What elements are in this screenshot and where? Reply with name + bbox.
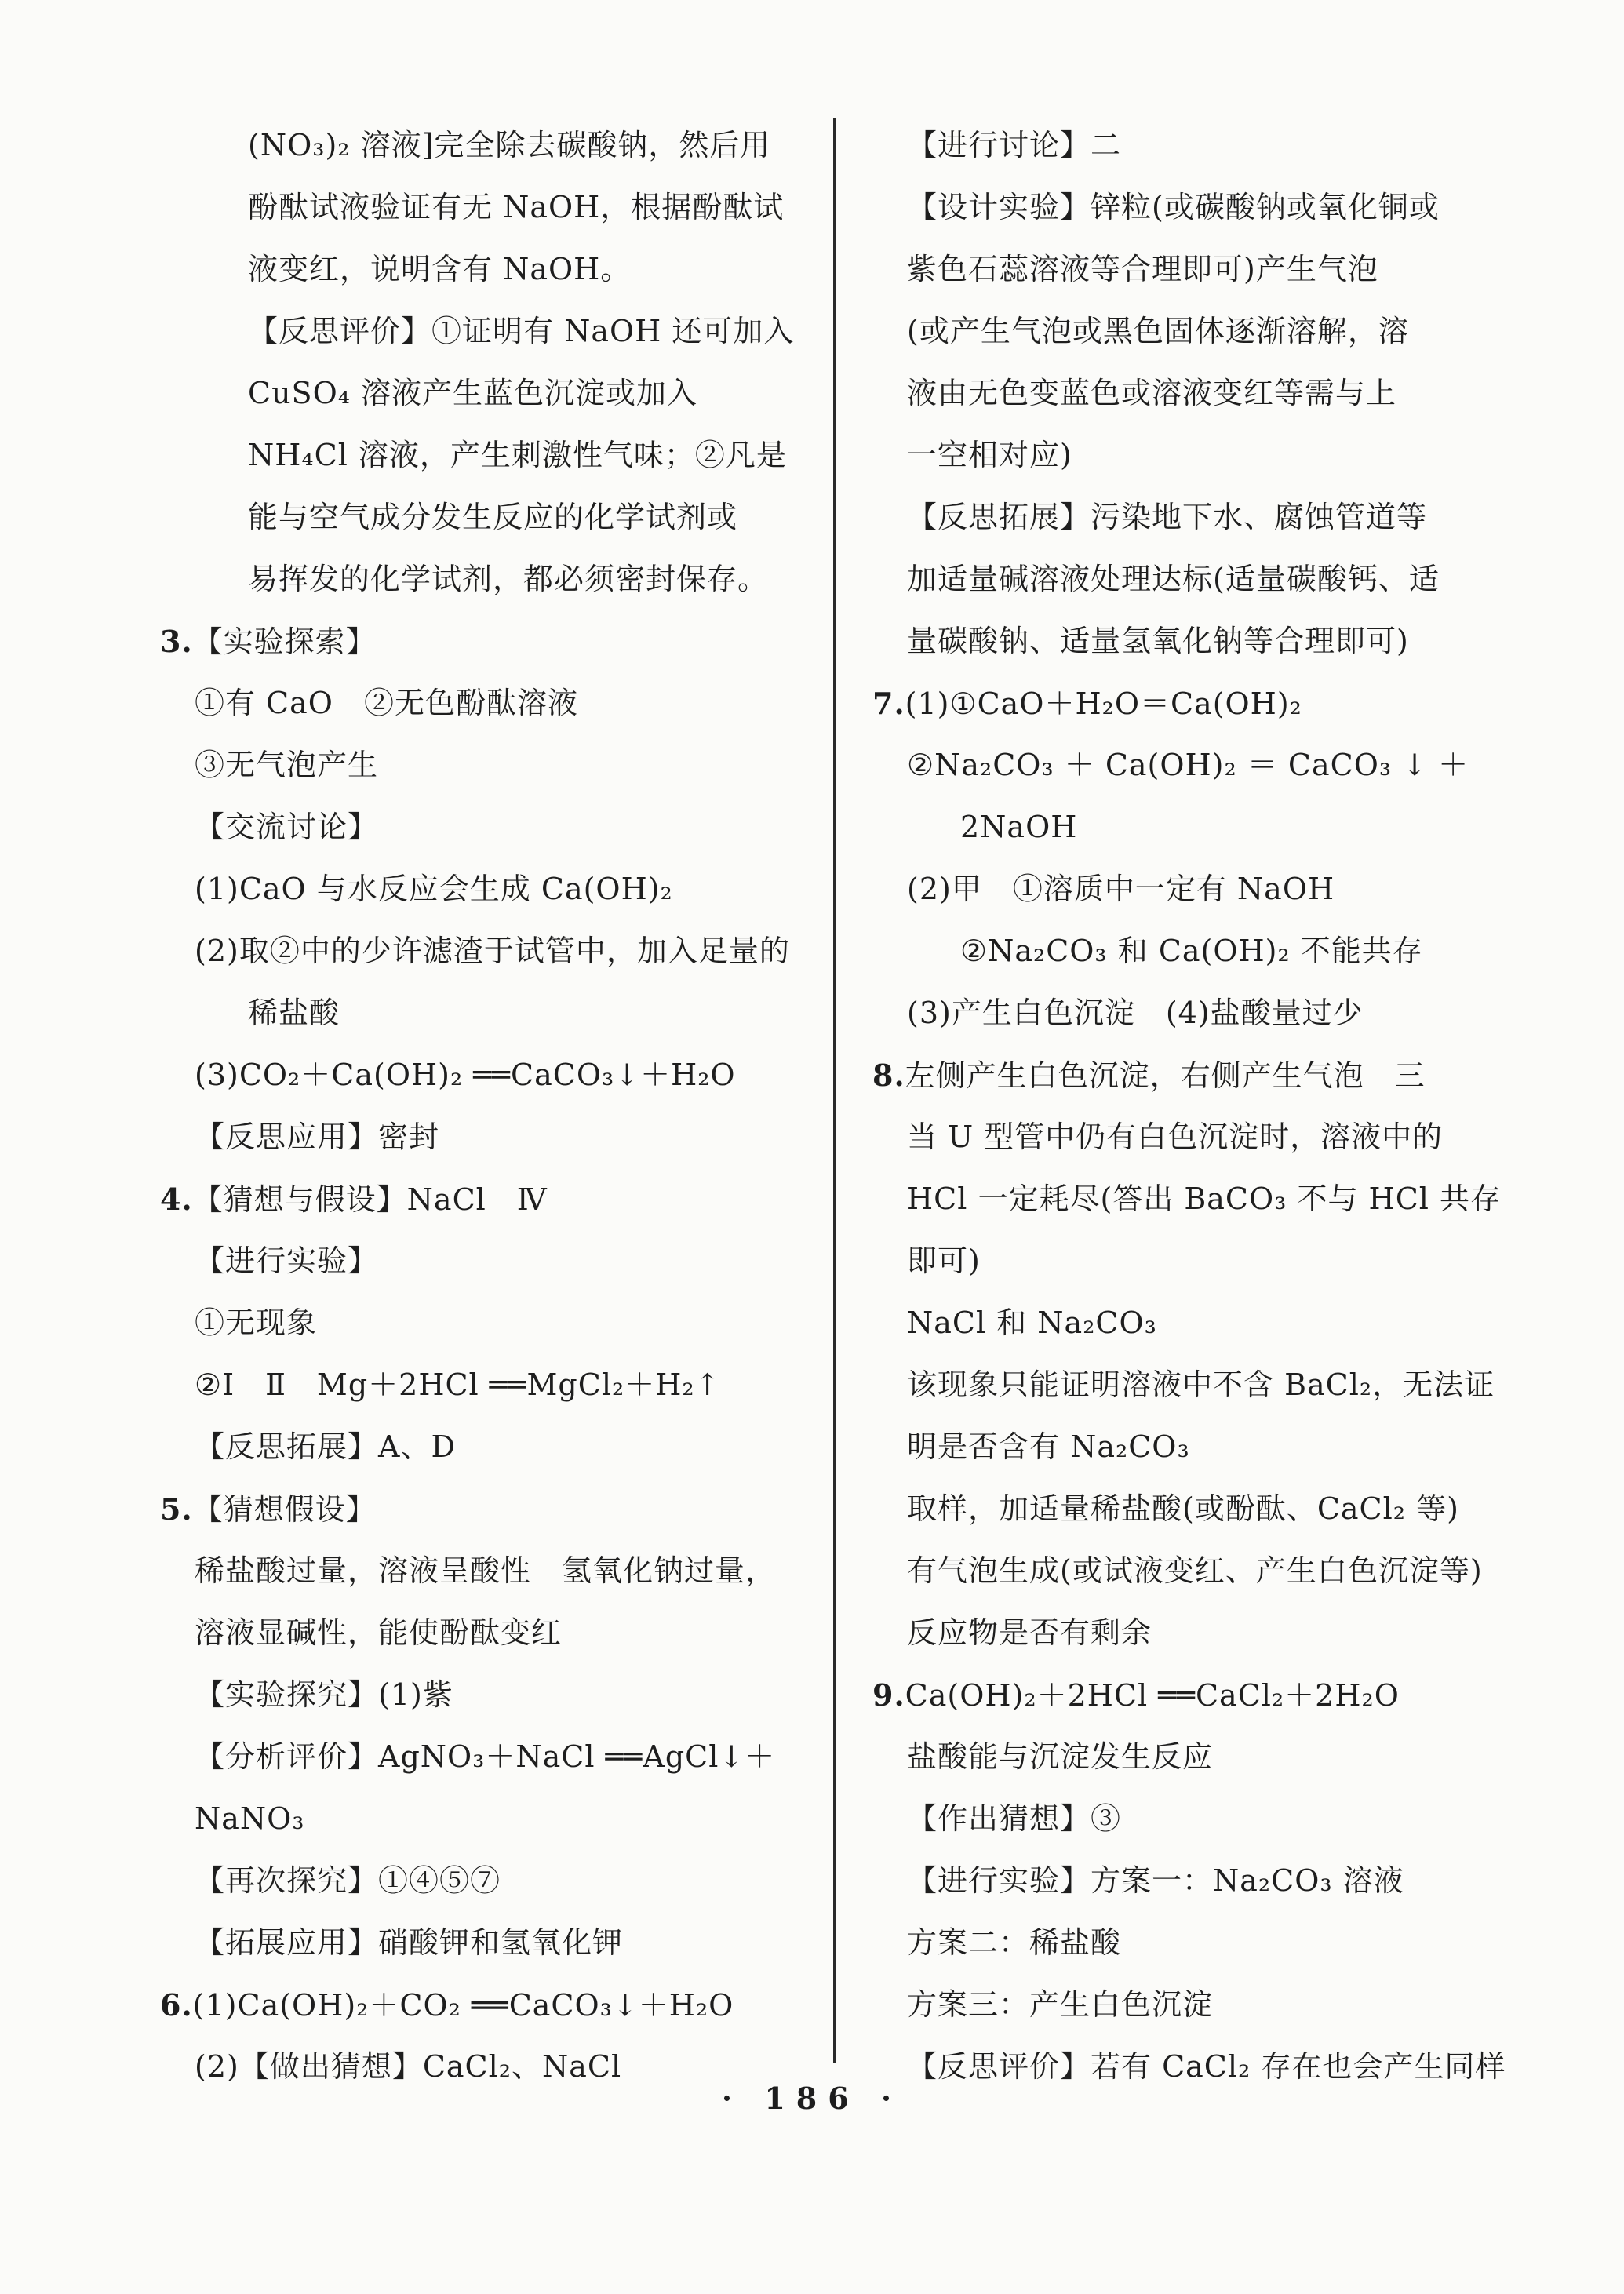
- page-number: · 186 ·: [721, 2081, 903, 2116]
- answer-line: [160, 1540, 835, 1602]
- answer-line: [872, 424, 1492, 486]
- answer-line: [160, 115, 835, 177]
- answer-line: [160, 1664, 835, 1726]
- answer-text: (NO₃)₂ 溶液]完全除去碳酸钠，然后用: [248, 128, 771, 162]
- answer-text: (1)CaO 与水反应会生成 Ca(OH)₂: [195, 872, 673, 906]
- answer-text: 【反思评价】若有 CaCl₂ 存在也会产生同样: [907, 2049, 1506, 2084]
- answer-text: (1)Ca(OH)₂＋CO₂ ══CaCO₃↓＋H₂O: [192, 1988, 734, 2023]
- answer-line: [872, 486, 1492, 548]
- answer-text: 【作出猜想】③: [907, 1801, 1122, 1836]
- answer-text: 【分析评价】AgNO₃＋NaCl ══AgCl↓＋: [195, 1739, 776, 1774]
- answer-line: [872, 548, 1492, 610]
- answer-line: [160, 796, 835, 858]
- answer-text: 即可): [907, 1243, 981, 1278]
- answer-text: (1)①CaO＋H₂O＝Ca(OH)₂: [905, 686, 1302, 721]
- answer-text: 明是否含有 Na₂CO₃: [907, 1429, 1190, 1464]
- answer-line: [160, 1726, 835, 1788]
- answer-line: [872, 796, 1492, 858]
- answer-text: 方案二：稀盐酸: [907, 1925, 1122, 1960]
- answer-text: ②Na₂CO₃ ＋ Ca(OH)₂ ＝ CaCO₃ ↓ ＋: [907, 748, 1469, 782]
- answer-text: 【再次探究】①④⑤⑦: [195, 1863, 501, 1898]
- answer-line: [160, 672, 835, 734]
- answer-text: 酚酞试液验证有无 NaOH，根据酚酞试: [248, 190, 785, 224]
- answer-line: [160, 486, 835, 548]
- answer-text: ②Ⅰ Ⅱ Mg＋2HCl ══MgCl₂＋H₂↑: [195, 1367, 721, 1402]
- answer-line: [160, 239, 835, 300]
- answer-text: 【设计实验】锌粒(或碳酸钠或氧化铜或: [907, 190, 1440, 224]
- answer-text: 【进行讨论】二: [907, 128, 1122, 162]
- answer-text: 2NaOH: [960, 810, 1078, 844]
- answer-line: [160, 1602, 835, 1664]
- answer-text: 易挥发的化学试剂，都必须密封保存。: [248, 562, 769, 596]
- answer-text: NaNO₃: [195, 1801, 305, 1836]
- answer-text: (3)CO₂＋Ca(OH)₂ ══CaCO₃↓＋H₂O: [195, 1058, 736, 1092]
- answer-text: 反应物是否有剩余: [907, 1615, 1152, 1650]
- answer-line: [160, 734, 835, 796]
- answer-line: [160, 1912, 835, 1974]
- answer-text: 【反思拓展】污染地下水、腐蚀管道等: [907, 500, 1428, 534]
- answer-line: [872, 1044, 1492, 1106]
- answer-line: [160, 1168, 835, 1230]
- answer-line: [160, 1354, 835, 1416]
- question-number: 4.: [160, 1182, 193, 1217]
- answer-line: [872, 1354, 1495, 1416]
- answer-line: [872, 1168, 1501, 1230]
- answer-line: [160, 300, 835, 362]
- answer-line: [872, 1602, 1492, 1664]
- answer-text: 【猜想假设】: [192, 1492, 377, 1527]
- answer-text: 该现象只能证明溶液中不含 BaCl₂，无法证: [907, 1367, 1495, 1402]
- answer-line: [160, 982, 835, 1044]
- answer-text: 量碳酸钠、适量氢氧化钠等合理即可): [907, 624, 1409, 658]
- answer-line: [872, 1106, 1492, 1168]
- answer-line: [160, 1044, 835, 1106]
- answer-text: 【反思评价】①证明有 NaOH 还可加入: [248, 314, 795, 348]
- answer-line: [160, 362, 835, 424]
- answer-line: [872, 239, 1492, 300]
- answer-text: 【反思应用】密封: [195, 1120, 440, 1154]
- answer-line: [872, 115, 1492, 177]
- answer-line: [872, 672, 1492, 734]
- answer-line: [872, 920, 1492, 982]
- answer-line: [160, 1478, 835, 1540]
- answer-text: 取样，加适量稀盐酸(或酚酞、CaCl₂ 等): [907, 1491, 1459, 1526]
- answer-line: [872, 1664, 1492, 1726]
- answer-text: ①有 CaO ②无色酚酞溶液: [195, 686, 578, 720]
- answer-line: [160, 1230, 835, 1292]
- answer-line: [872, 177, 1492, 239]
- answer-line: [872, 1478, 1492, 1540]
- answer-text: 稀盐酸过量，溶液呈酸性 氢氧化钠过量，: [195, 1553, 777, 1588]
- question-number: 5.: [160, 1491, 193, 1527]
- answer-text: (2)取②中的少许滤渣于试管中，加入足量的: [195, 934, 790, 968]
- left-column: [160, 115, 835, 2098]
- answer-text: ①无现象: [195, 1305, 318, 1340]
- answer-text: (2)甲 ①溶质中一定有 NaOH: [907, 872, 1335, 906]
- answer-line: [872, 982, 1492, 1044]
- answer-text: 【实验探索】: [192, 624, 377, 659]
- answer-line: [160, 1416, 835, 1478]
- answer-text: 液由无色变蓝色或溶液变红等需与上: [907, 376, 1397, 410]
- answer-line: [872, 858, 1492, 920]
- answer-text: 液变红，说明含有 NaOH。: [248, 252, 632, 286]
- answer-line: [872, 1726, 1492, 1788]
- right-column: [872, 115, 1506, 2098]
- answer-line: [872, 1230, 1492, 1292]
- answer-text: (或产生气泡或黑色固体逐渐溶解，溶: [907, 314, 1409, 348]
- answer-text: 方案三：产生白色沉淀: [907, 1987, 1214, 2022]
- answer-line: [872, 362, 1492, 424]
- answer-text: 能与空气成分发生反应的化学试剂或: [248, 500, 738, 534]
- answer-text: 【拓展应用】硝酸钾和氢氧化钾: [195, 1925, 624, 1960]
- answer-line: [872, 1974, 1492, 2036]
- answer-text: 【交流讨论】: [195, 810, 379, 844]
- column-divider: [833, 118, 836, 2063]
- answer-line: [872, 1850, 1492, 1912]
- answer-line: [160, 424, 835, 486]
- answer-line: [160, 1106, 835, 1168]
- question-number: 6.: [160, 1987, 193, 2023]
- answer-text: 有气泡生成(或试液变红、产生白色沉淀等): [907, 1553, 1483, 1588]
- answer-line: [160, 1292, 835, 1354]
- answer-line: [872, 1540, 1492, 1602]
- answer-line: [872, 734, 1492, 796]
- answer-text: 左侧产生白色沉淀，右侧产生气泡 三: [905, 1058, 1426, 1093]
- answer-text: (2)【做出猜想】CaCl₂、NaCl: [195, 2049, 622, 2084]
- question-number: 3.: [160, 624, 193, 659]
- answer-text: 【进行实验】: [195, 1243, 379, 1278]
- question-number: 7.: [872, 686, 905, 721]
- answer-line: [160, 610, 835, 672]
- answer-text: 【猜想与假设】NaCl Ⅳ: [192, 1182, 548, 1217]
- answer-text: ③无气泡产生: [195, 748, 379, 782]
- answer-line: [872, 1416, 1492, 1478]
- answer-text: 盐酸能与沉淀发生反应: [907, 1739, 1214, 1774]
- answer-text: 加适量碱溶液处理达标(适量碳酸钙、适: [907, 562, 1440, 596]
- answer-text: 当 U 型管中仍有白色沉淀时，溶液中的: [907, 1120, 1444, 1154]
- answer-text: NaCl 和 Na₂CO₃: [907, 1305, 1157, 1340]
- answer-line: [160, 920, 835, 982]
- answer-text: 一空相对应): [907, 438, 1072, 472]
- answer-text: HCl 一定耗尽(答出 BaCO₃ 不与 HCl 共存: [907, 1182, 1501, 1216]
- answer-text: CuSO₄ 溶液产生蓝色沉淀或加入: [248, 376, 698, 410]
- answer-text: 紫色石蕊溶液等合理即可)产生气泡: [907, 252, 1378, 286]
- answer-line: [160, 177, 835, 239]
- answer-text: 【实验探究】(1)紫: [195, 1677, 453, 1712]
- answer-text: 【反思拓展】A、D: [195, 1429, 456, 1464]
- question-number: 8.: [872, 1058, 905, 1093]
- answer-text: 稀盐酸: [248, 996, 340, 1030]
- answer-text: Ca(OH)₂＋2HCl ══CaCl₂＋2H₂O: [905, 1678, 1400, 1713]
- answer-text: 【进行实验】方案一：Na₂CO₃ 溶液: [907, 1863, 1404, 1898]
- answer-line: [872, 610, 1492, 672]
- answer-line: [872, 1912, 1492, 1974]
- answer-line: [160, 548, 835, 610]
- answer-line: [160, 1850, 835, 1912]
- answer-line: [872, 300, 1492, 362]
- answer-line: [160, 1788, 835, 1850]
- answer-text: (3)产生白色沉淀 (4)盐酸量过少: [907, 996, 1364, 1030]
- answer-line: [872, 1292, 1492, 1354]
- answer-line: [872, 1788, 1492, 1850]
- question-number: 9.: [872, 1677, 905, 1713]
- answer-text: NH₄Cl 溶液，产生刺激性气味；②凡是: [248, 438, 787, 472]
- answer-line: [160, 858, 835, 920]
- answer-line: [160, 1974, 835, 2036]
- answer-text: ②Na₂CO₃ 和 Ca(OH)₂ 不能共存: [960, 934, 1423, 968]
- answer-text: 溶液显碱性，能使酚酞变红: [195, 1615, 563, 1650]
